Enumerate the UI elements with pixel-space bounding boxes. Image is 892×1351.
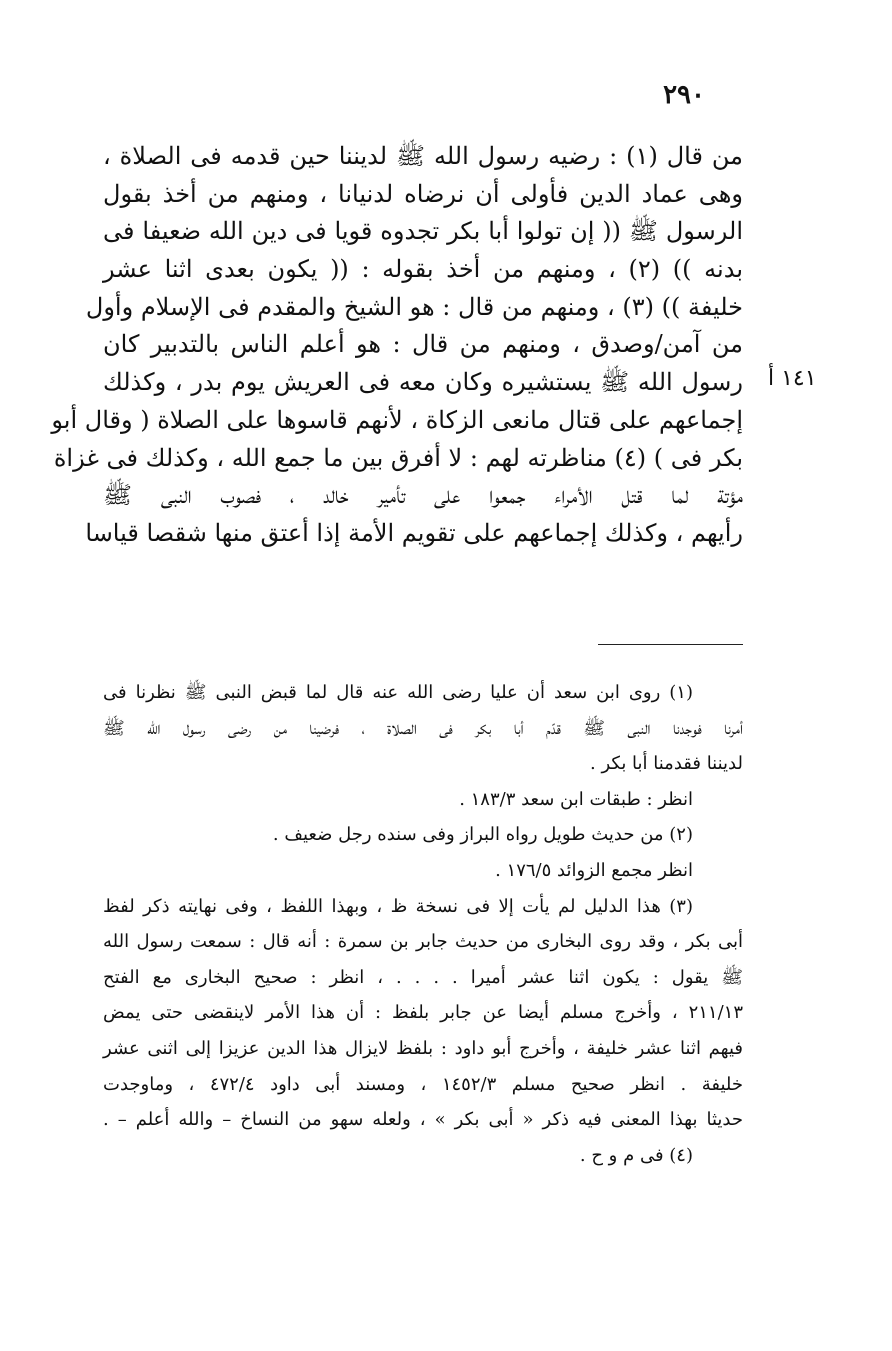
footnote-line: أمرنا فوجدنا النبى ﷺ قدّم أبا بكر فى الصلاة ، فرضينا من رضى رسول الله ﷺ — [103, 717, 743, 739]
footnote-line: ﷺ يقول : يكون اثنا عشر أميرا . . . . ، انظر : صحيح البخارى مع الفتح — [103, 966, 743, 988]
main-text-line: من آمن/وصدق ، ومنهم من قال : هو أعلم الناس بالتدبير كان — [103, 330, 743, 359]
main-text-line: خليفة )) (٣) ، ومنهم من قال : هو الشيخ والمقدم فى الإسلام وأول — [85, 292, 743, 321]
main-text-line: رأيهم ، وكذلك إجماعهم على تقويم الأمة إذا أعتق منها شقصا قياسا — [85, 518, 743, 547]
main-text-line: إجماعهم على قتال مانعى الزكاة ، لأنهم قاسوها على الصلاة ( وقال أبو — [51, 405, 743, 434]
margin-folio-note: ١٤١ أ — [768, 366, 817, 391]
footnote-line: ٢١١/١٣ ، وأخرج مسلم أيضا عن جابر بلفظ : أن هذا الأمر لاينقضى حتى يمض — [103, 1002, 743, 1024]
main-text-line: بدنه )) (٢) ، ومنهم من أخذ بقوله : (( يكون بعدى اثنا عشر — [103, 255, 743, 284]
footnote-line: فيهم اثنا عشر خليفة ، وأخرج أبو داود : بلفظ لايزال هذا الدين عزيزا إلى اثنى عشر — [103, 1037, 743, 1059]
footnote-line: انظر مجمع الزوائد ١٧٦/٥ . — [495, 859, 693, 881]
footnote-line: انظر : طبقات ابن سعد ١٨٣/٣ . — [459, 788, 693, 810]
main-text-line: من قال (١) : رضيه رسول الله ﷺ لديننا حين قدمه فى الصلاة ، — [103, 142, 744, 170]
footnote-line: (١) روى ابن سعد أن عليا رضى الله عنه قال لما قبض النبى ﷺ نظرنا فى — [103, 682, 693, 703]
footnote-line: أبى بكر ، وقد روى البخارى من حديث جابر بن سمرة : أنه قال : سمعت رسول الله — [103, 931, 743, 953]
footnote-line: خليفة . انظر صحيح مسلم ١٤٥٢/٣ ، ومسند أبى داود ٤٧٢/٤ ، وماوجدت — [103, 1073, 743, 1095]
footnote-line: حديثا بهذا المعنى فيه ذكر « أبى بكر » ، ولعله سهو من النساخ – والله أعلم – . — [103, 1109, 743, 1131]
main-text-line: رسول الله ﷺ يستشيره وكان معه فى العريش يوم بدر ، وكذلك — [103, 368, 743, 397]
footnote-line: لديننا فقدمنا أبا بكر . — [590, 753, 743, 775]
main-text-line: وهى عماد الدين فأولى أن نرضاه لدنيانا ، ومنهم من أخذ بقول — [103, 179, 743, 208]
main-text-line: مؤتة لما قتل الأمراء جمعوا على تأمير خالد ، فصوب النبى ﷺ — [103, 481, 743, 510]
main-text-line: بكر فى ) (٤) مناظرته لهم : لا أفرق بين ما جمع الله ، وكذلك فى غزاة — [53, 443, 743, 472]
main-text-line: الرسول ﷺ (( إن تولوا أبا بكر تجدوه قويا فى دين الله ضعيفا فى — [103, 217, 743, 246]
footnote-line: (٢) من حديث طويل رواه البراز وفى سنده رجل ضعيف . — [272, 824, 693, 846]
footnote-line: (٤) فى م و ح . — [579, 1144, 693, 1166]
footnotes-section — [103, 675, 743, 1173]
footnote-line: (٣) هذا الدليل لم يأت إلا فى نسخة ظ ، وبهذا اللفظ ، وفى نهايته ذكر لفظ — [103, 895, 693, 917]
main-text-body — [51, 138, 744, 553]
footnote-separator — [598, 644, 743, 645]
page-number: ٢٩٠ — [663, 80, 705, 110]
